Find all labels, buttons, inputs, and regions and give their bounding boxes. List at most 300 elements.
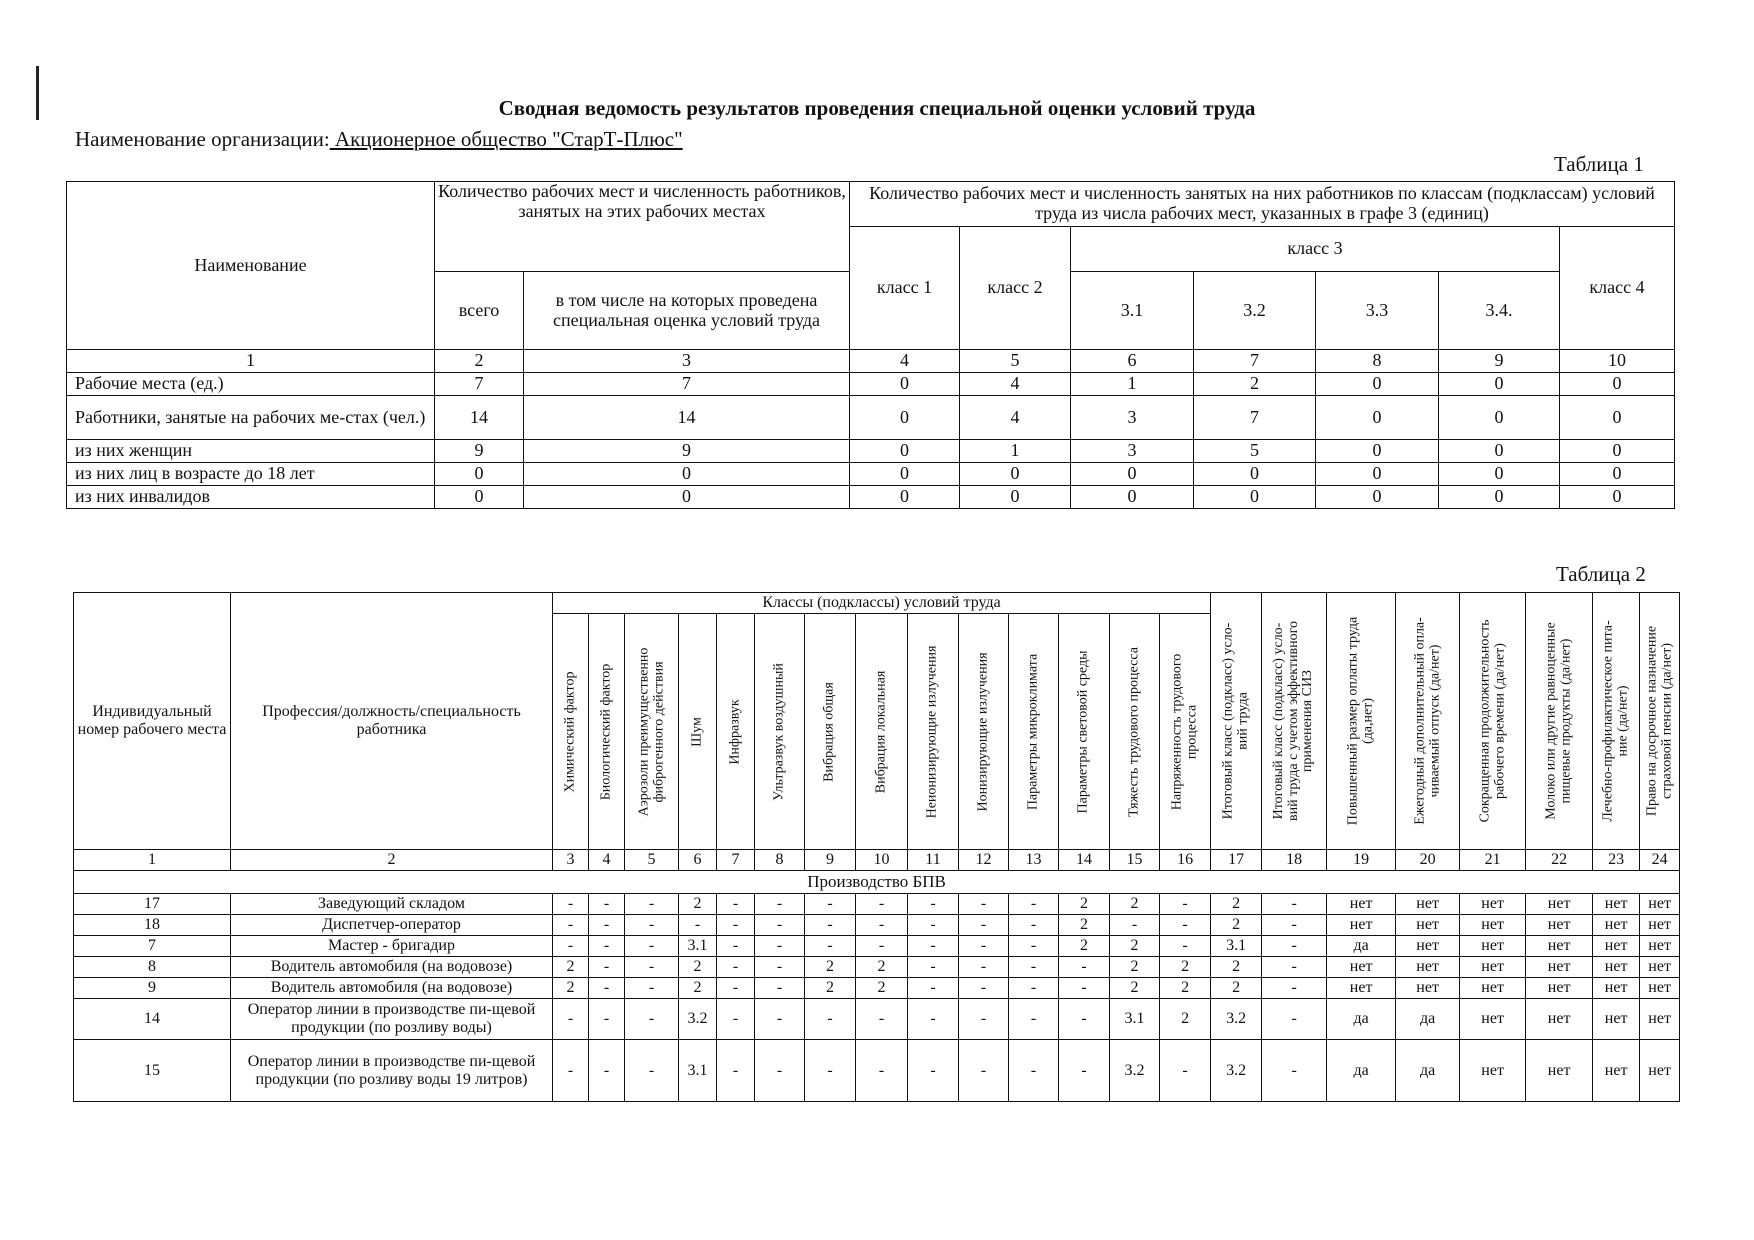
class-cell: - <box>959 1040 1009 1102</box>
summary-table <box>66 181 1675 509</box>
factor-header <box>1009 614 1059 850</box>
class-cell: - <box>625 957 679 978</box>
class-cell: нет <box>1593 936 1640 957</box>
header-total: всего <box>435 272 524 350</box>
factor-header <box>959 614 1009 850</box>
class-cell: 2 <box>1160 999 1211 1040</box>
row-value: 0 <box>1194 463 1316 486</box>
class-cell: нет <box>1396 894 1460 915</box>
column-number: 8 <box>1316 350 1439 373</box>
factor-header-text <box>728 699 743 764</box>
row-label: из них инвалидов <box>67 486 435 509</box>
class-cell: - <box>553 999 589 1040</box>
class-cell: - <box>1059 999 1110 1040</box>
organization-label: Наименование организации: <box>75 127 330 151</box>
class-cell: - <box>805 999 856 1040</box>
class-cell: нет <box>1460 894 1526 915</box>
factor-header <box>856 614 908 850</box>
class-cell: 3.1 <box>1110 999 1160 1040</box>
header-early-pension-text: Право на досрочное назначение страховой пенсии (да/нет) <box>1643 625 1674 817</box>
class-cell: - <box>1262 978 1327 999</box>
row-value: 1 <box>960 440 1071 463</box>
row-value: 0 <box>850 440 960 463</box>
factor-header-line: Биологический фактор <box>598 663 614 800</box>
row-value: 0 <box>1071 463 1194 486</box>
row-value: 0 <box>850 396 960 440</box>
class-cell: нет <box>1640 978 1680 999</box>
class-cell: 3.2 <box>679 999 717 1040</box>
row-label: Работники, занятые на рабочих ме-стах (чел.) <box>67 396 435 440</box>
class-cell: 2 <box>1059 936 1110 957</box>
class-cell: - <box>805 894 856 915</box>
organization-line <box>75 127 683 152</box>
table-row <box>74 1040 1680 1102</box>
class-cell: - <box>1160 915 1211 936</box>
class-cell: - <box>908 936 959 957</box>
header-class4: класс 4 <box>1560 227 1675 350</box>
class-cell: - <box>1009 894 1059 915</box>
class-cell: 2 <box>679 957 717 978</box>
table-row <box>74 957 1680 978</box>
factor-header-text <box>690 717 705 747</box>
class-cell: - <box>856 936 908 957</box>
class-cell: нет <box>1460 915 1526 936</box>
row-value: 3 <box>1071 440 1194 463</box>
class-cell: нет <box>1526 999 1593 1040</box>
class-cell: нет <box>1460 1040 1526 1102</box>
row-value: 0 <box>1560 463 1675 486</box>
row-value: 0 <box>1439 440 1560 463</box>
class-cell: - <box>1059 957 1110 978</box>
row-value: 14 <box>435 396 524 440</box>
class-cell: - <box>717 894 755 915</box>
header-final-class <box>1211 593 1262 850</box>
class-cell: нет <box>1396 936 1460 957</box>
table2-caption: Таблица 2 <box>1556 562 1646 586</box>
factor-header-text <box>599 663 614 800</box>
factor-header <box>1059 614 1110 850</box>
column-number: 2 <box>231 850 553 871</box>
factor-header-line: Вибрация локальная <box>873 670 889 793</box>
column-number: 7 <box>1194 350 1316 373</box>
class-cell: - <box>625 936 679 957</box>
header-class2: класс 2 <box>960 227 1071 350</box>
factor-header-line: Ионизирующие излучения <box>975 651 991 812</box>
class-cell: нет <box>1640 1040 1680 1102</box>
class-cell: нет <box>1526 978 1593 999</box>
header-final-class-siz <box>1262 593 1327 850</box>
class-cell: - <box>1009 915 1059 936</box>
class-cell: 2 <box>856 978 908 999</box>
header-assessed: в том числе на которых проведена специальная оценка условий труда <box>524 272 850 350</box>
factor-header-line: Аэрозоли преимущественно <box>635 647 651 816</box>
factor-header-line: процесса <box>1184 704 1200 759</box>
class-cell: - <box>805 1040 856 1102</box>
class-cell: - <box>755 957 805 978</box>
workplace-id: 7 <box>74 936 231 957</box>
header-class1: класс 1 <box>850 227 960 350</box>
row-value: 0 <box>435 463 524 486</box>
row-value: 0 <box>1560 440 1675 463</box>
class-cell: нет <box>1593 915 1640 936</box>
column-numbers-row <box>67 350 1675 373</box>
class-cell: - <box>805 936 856 957</box>
column-numbers-row-2 <box>74 850 1680 871</box>
profession: Диспетчер-оператор <box>231 915 553 936</box>
factor-header-line: Напряженность трудового <box>1169 653 1185 810</box>
class-cell: 2 <box>805 957 856 978</box>
row-value: 0 <box>1439 373 1560 396</box>
column-number: 2 <box>435 350 524 373</box>
workplace-id: 15 <box>74 1040 231 1102</box>
table-row <box>74 978 1680 999</box>
factor-header-line: Инфразвук <box>727 698 743 765</box>
class-cell: - <box>553 894 589 915</box>
column-number: 20 <box>1396 850 1460 871</box>
column-number: 4 <box>850 350 960 373</box>
row-value: 0 <box>1316 440 1439 463</box>
header-milk-text: Молоко или другие равноценные пищевые продукты (да/нет) <box>1543 622 1574 820</box>
class-cell: - <box>1009 957 1059 978</box>
class-cell: - <box>1059 1040 1110 1102</box>
row-value: 7 <box>524 373 850 396</box>
factor-header-line: Тяжесть трудового процесса <box>1126 646 1142 817</box>
factor-header <box>1110 614 1160 850</box>
class-cell: - <box>625 978 679 999</box>
class-cell: - <box>1160 936 1211 957</box>
class-cell: 3.2 <box>1211 1040 1262 1102</box>
class-cell: - <box>755 999 805 1040</box>
class-cell: 2 <box>1110 936 1160 957</box>
page-title: Сводная ведомость результатов проведения специальной оценки условий труда <box>498 96 1256 120</box>
factor-header-line: Вибрация общая <box>821 681 837 782</box>
class-cell: - <box>589 1040 625 1102</box>
column-number: 17 <box>1211 850 1262 871</box>
factor-header-text <box>1127 647 1142 817</box>
class-cell: нет <box>1593 894 1640 915</box>
factor-header <box>805 614 856 850</box>
class-cell: 2 <box>1110 957 1160 978</box>
factor-header-line: Химический фактор <box>562 671 578 792</box>
class-cell: - <box>1262 999 1327 1040</box>
class-cell: - <box>755 1040 805 1102</box>
class-cell: 2 <box>1110 978 1160 999</box>
factor-header <box>589 614 625 850</box>
column-number: 23 <box>1593 850 1640 871</box>
column-number: 1 <box>67 350 435 373</box>
header-name: Наименование <box>67 182 435 350</box>
row-value: 4 <box>960 373 1071 396</box>
class-cell: - <box>1262 915 1327 936</box>
class-cell: 3.1 <box>1211 936 1262 957</box>
table-row <box>74 915 1680 936</box>
class-cell: - <box>1009 978 1059 999</box>
class-cell: - <box>1059 978 1110 999</box>
class-cell: 2 <box>1160 978 1211 999</box>
class-cell: - <box>908 894 959 915</box>
factor-header-line: Ультразвук воздушный <box>771 662 787 801</box>
class-cell: нет <box>1327 915 1396 936</box>
class-cell: - <box>1262 1040 1327 1102</box>
factor-header-line: Параметры световой среды <box>1075 650 1091 813</box>
row-label: из них лиц в возрасте до 18 лет <box>67 463 435 486</box>
header-class3: класс 3 <box>1071 227 1560 272</box>
class-cell: - <box>1009 999 1059 1040</box>
table-row <box>67 440 1675 463</box>
class-cell: нет <box>1327 978 1396 999</box>
class-cell: нет <box>1593 957 1640 978</box>
header-subclass-3-4: 3.4. <box>1439 272 1560 350</box>
class-cell: нет <box>1593 978 1640 999</box>
class-cell: нет <box>1526 894 1593 915</box>
header-profession: Профессия/должность/специальность работника <box>231 593 553 850</box>
row-value: 0 <box>850 463 960 486</box>
column-number: 24 <box>1640 850 1680 871</box>
class-cell: - <box>959 957 1009 978</box>
header-final-class-text: Итоговый класс (подкласс) усло- вий труда <box>1220 622 1251 820</box>
class-cell: нет <box>1526 957 1593 978</box>
row-value: 0 <box>850 373 960 396</box>
class-cell: - <box>589 957 625 978</box>
row-value: 0 <box>850 486 960 509</box>
class-cell: да <box>1396 999 1460 1040</box>
column-number: 11 <box>908 850 959 871</box>
class-cell: 2 <box>1059 894 1110 915</box>
header-increased-pay-text: Повышенный размер оплаты труда (да,нет) <box>1345 616 1376 826</box>
factor-header-text <box>926 645 941 818</box>
row-value: 9 <box>435 440 524 463</box>
row-value: 0 <box>1439 396 1560 440</box>
profession: Мастер - бригадир <box>231 936 553 957</box>
header-final-class-siz-text: Итоговый класс (подкласс) усло- вий труда с учетом эффективного применения СИЗ <box>1271 620 1316 822</box>
factor-header-text <box>772 663 787 801</box>
class-cell: - <box>589 915 625 936</box>
class-cell: - <box>959 894 1009 915</box>
header-classes: Количество рабочих мест и численность занятых на них работников по классам (подклассам) условий труда из числа рабочих мест, указанных в графе 3 (единиц) <box>850 182 1675 227</box>
class-cell: 2 <box>1110 894 1160 915</box>
row-value: 0 <box>1439 463 1560 486</box>
class-cell: - <box>553 936 589 957</box>
class-cell: нет <box>1640 999 1680 1040</box>
row-value: 0 <box>1316 486 1439 509</box>
column-number: 9 <box>805 850 856 871</box>
class-cell: - <box>589 894 625 915</box>
class-cell: - <box>625 915 679 936</box>
class-cell: - <box>908 1040 959 1102</box>
class-cell: 2 <box>1211 894 1262 915</box>
profession: Водитель автомобиля (на водовозе) <box>231 957 553 978</box>
factor-header <box>553 614 589 850</box>
factor-header-text <box>637 647 666 816</box>
class-cell: - <box>959 915 1009 936</box>
header-workplace-id: Индивидуальный номер рабочего места <box>74 593 231 850</box>
class-cell: да <box>1327 1040 1396 1102</box>
profession: Оператор линии в производстве пи-щевой продукции (по розливу воды) <box>231 999 553 1040</box>
workplace-id: 8 <box>74 957 231 978</box>
row-value: 5 <box>1194 440 1316 463</box>
class-cell: - <box>908 999 959 1040</box>
class-cell: нет <box>1593 999 1640 1040</box>
column-number: 7 <box>717 850 755 871</box>
class-cell: да <box>1396 1040 1460 1102</box>
header-milk <box>1526 593 1593 850</box>
column-number: 6 <box>1071 350 1194 373</box>
section-title: Производство БПВ <box>74 871 1680 894</box>
class-cell: - <box>589 999 625 1040</box>
class-cell: нет <box>1640 957 1680 978</box>
factor-header <box>717 614 755 850</box>
class-cell: - <box>717 978 755 999</box>
row-value: 0 <box>1560 396 1675 440</box>
organization-name: Акционерное общество "СтарТ-Плюс" <box>329 127 683 151</box>
column-number: 22 <box>1526 850 1593 871</box>
table-row <box>74 936 1680 957</box>
class-cell: - <box>959 999 1009 1040</box>
factor-header <box>679 614 717 850</box>
class-cell: нет <box>1526 1040 1593 1102</box>
column-number: 16 <box>1160 850 1211 871</box>
row-value: 0 <box>960 463 1071 486</box>
workplace-id: 9 <box>74 978 231 999</box>
class-cell: - <box>717 957 755 978</box>
class-cell: - <box>755 978 805 999</box>
column-number: 9 <box>1439 350 1560 373</box>
column-number: 21 <box>1460 850 1526 871</box>
class-cell: 2 <box>1211 957 1262 978</box>
header-therapeutic-food <box>1593 593 1640 850</box>
class-cell: нет <box>1460 999 1526 1040</box>
row-value: 0 <box>1316 396 1439 440</box>
row-value: 0 <box>435 486 524 509</box>
factor-header-text <box>1077 650 1092 813</box>
row-value: 3 <box>1071 396 1194 440</box>
header-therapeutic-food-text: Лечебно-профилактическое пита- ние (да/нет) <box>1600 620 1631 822</box>
class-cell: 2 <box>679 894 717 915</box>
row-value: 0 <box>1316 463 1439 486</box>
table-row <box>67 486 1675 509</box>
class-cell: - <box>755 915 805 936</box>
column-number: 10 <box>1560 350 1675 373</box>
factor-header-text <box>1170 653 1199 810</box>
factor-header <box>908 614 959 850</box>
class-cell: нет <box>1640 936 1680 957</box>
class-cell: - <box>908 915 959 936</box>
class-cell: 2 <box>1211 915 1262 936</box>
header-extra-leave-text: Ежегодный дополнительный опла- чиваемый отпуск (да/нет) <box>1411 617 1442 825</box>
column-number: 3 <box>553 850 589 871</box>
factor-header-text <box>563 671 578 792</box>
factor-header <box>1160 614 1211 850</box>
profession: Оператор линии в производстве пи-щевой продукции (по розливу воды 19 литров) <box>231 1040 553 1102</box>
class-cell: да <box>1327 999 1396 1040</box>
header-subclass-3-2: 3.2 <box>1194 272 1316 350</box>
class-cell: - <box>755 894 805 915</box>
class-cell: 2 <box>679 978 717 999</box>
row-value: 0 <box>1439 486 1560 509</box>
class-cell: 2 <box>553 957 589 978</box>
class-cell: - <box>959 936 1009 957</box>
factor-header <box>625 614 679 850</box>
row-value: 4 <box>960 396 1071 440</box>
factor-header <box>755 614 805 850</box>
class-cell: 3.2 <box>1211 999 1262 1040</box>
row-value: 7 <box>1194 396 1316 440</box>
class-cell: - <box>589 978 625 999</box>
class-cell: нет <box>1526 936 1593 957</box>
class-cell: нет <box>1640 915 1680 936</box>
table-row <box>74 894 1680 915</box>
class-cell: да <box>1327 936 1396 957</box>
header-subclass-3-3: 3.3 <box>1316 272 1439 350</box>
column-number: 1 <box>74 850 231 871</box>
class-cell: нет <box>1593 1040 1640 1102</box>
column-number: 14 <box>1059 850 1110 871</box>
class-cell: 2 <box>856 957 908 978</box>
column-number: 3 <box>524 350 850 373</box>
header-extra-leave <box>1396 593 1460 850</box>
row-value: 0 <box>1194 486 1316 509</box>
class-cell: - <box>1262 957 1327 978</box>
class-cell: - <box>1160 894 1211 915</box>
column-number: 5 <box>625 850 679 871</box>
column-number: 18 <box>1262 850 1327 871</box>
table-row <box>74 999 1680 1040</box>
class-cell: - <box>856 1040 908 1102</box>
class-cell: - <box>553 915 589 936</box>
row-value: 9 <box>524 440 850 463</box>
row-label: Рабочие места (ед.) <box>67 373 435 396</box>
table-row <box>67 463 1675 486</box>
class-cell: - <box>1262 894 1327 915</box>
class-cell: нет <box>1327 894 1396 915</box>
factor-header-text <box>976 652 991 811</box>
factor-header-line: Параметры микроклимата <box>1025 653 1041 810</box>
workplace-id: 18 <box>74 915 231 936</box>
class-cell: - <box>625 894 679 915</box>
row-value: 0 <box>1560 486 1675 509</box>
factor-header-line: Неионизирующие излучения <box>924 645 940 818</box>
class-cell: - <box>717 999 755 1040</box>
class-cell: - <box>1009 936 1059 957</box>
column-number: 15 <box>1110 850 1160 871</box>
table-row <box>67 396 1675 440</box>
class-cell: 2 <box>553 978 589 999</box>
class-cell: 3.2 <box>1110 1040 1160 1102</box>
class-cell: - <box>908 978 959 999</box>
workplace-id: 17 <box>74 894 231 915</box>
class-cell: 3.1 <box>679 1040 717 1102</box>
class-cell: - <box>755 936 805 957</box>
class-cell: - <box>1160 1040 1211 1102</box>
class-cell: - <box>805 915 856 936</box>
class-cell: нет <box>1460 978 1526 999</box>
class-cell: - <box>589 936 625 957</box>
class-cell: нет <box>1396 957 1460 978</box>
header-early-pension <box>1640 593 1680 850</box>
class-cell: - <box>959 978 1009 999</box>
class-cell: - <box>856 894 908 915</box>
class-cell: - <box>625 1040 679 1102</box>
class-cell: - <box>553 1040 589 1102</box>
class-cell: 2 <box>1160 957 1211 978</box>
table-row <box>67 373 1675 396</box>
row-value: 14 <box>524 396 850 440</box>
row-value: 0 <box>1316 373 1439 396</box>
class-cell: нет <box>1396 978 1460 999</box>
class-cell: - <box>856 999 908 1040</box>
column-number: 5 <box>960 350 1071 373</box>
class-cell: - <box>1009 1040 1059 1102</box>
